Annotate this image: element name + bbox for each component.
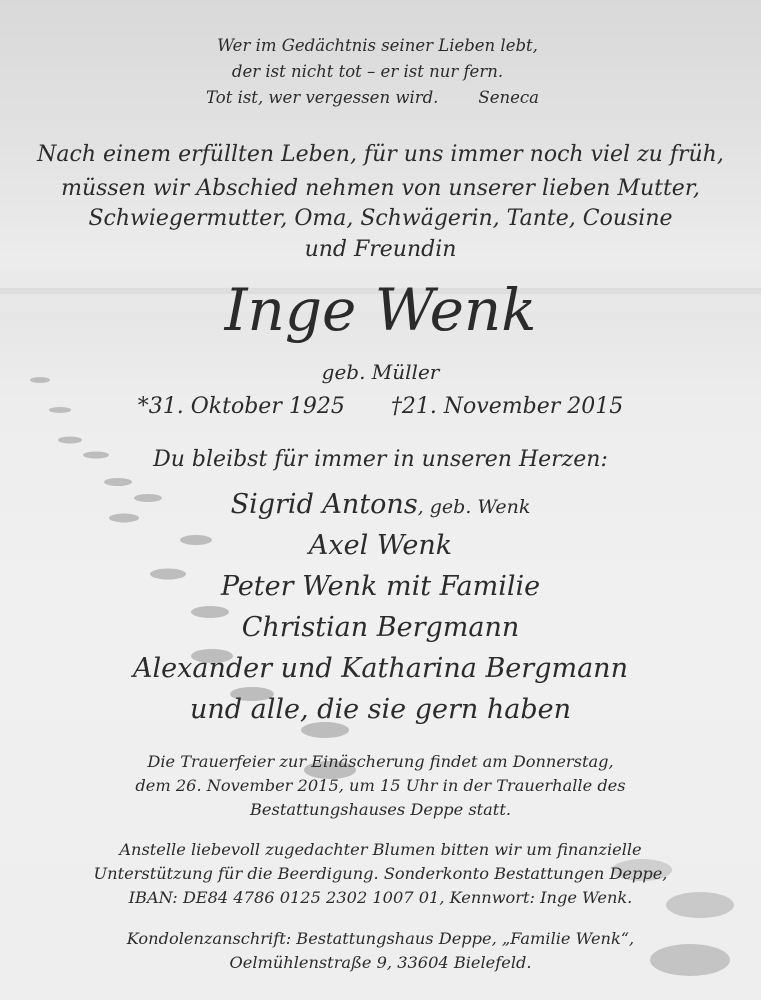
family-member-1-suffix: , geb. Wenk <box>417 496 531 518</box>
quote-text: Tot ist, wer vergessen wird. <box>206 88 439 107</box>
donation-line-3: IBAN: DE84 4786 0125 2302 1007 01, Kennwort: Inge Wenk. <box>128 888 633 907</box>
quote-line-2: der ist nicht tot – er ist nur fern. <box>231 62 504 81</box>
funeral-line-3: Bestattungshauses Deppe statt. <box>250 800 511 819</box>
birth-date: *31. Oktober 1925 <box>137 394 345 419</box>
family-member-2: Axel Wenk <box>308 530 453 561</box>
deceased-name: Inge Wenk <box>224 276 537 344</box>
intro-line-2: müssen wir Abschied nehmen von unserer lieben Mutter, <box>61 176 700 201</box>
intro-line-3: Schwiegermutter, Oma, Schwägerin, Tante, Cousine <box>88 206 673 231</box>
funeral-line-1: Die Trauerfeier zur Einäscherung findet am Donnerstag, <box>147 752 614 771</box>
life-dates <box>0 394 761 419</box>
family-member-3: Peter Wenk mit Familie <box>220 571 541 602</box>
death-date: †21. November 2015 <box>390 394 624 419</box>
family-member-4: Christian Bergmann <box>241 612 520 643</box>
quote-line-1: Wer im Gedächtnis seiner Lieben lebt, <box>217 36 538 55</box>
quote-line-3 <box>0 85 761 111</box>
condolence-line-1: Kondolenzanschrift: Bestattungshaus Deppe, „Familie Wenk“, <box>126 929 635 948</box>
birth-name: geb. Müller <box>321 360 440 384</box>
donation-line-1: Anstelle liebevoll zugedachter Blumen bitten wir um finanzielle <box>119 840 642 859</box>
funeral-line-2: dem 26. November 2015, um 15 Uhr in der Trauerhalle des <box>135 776 626 795</box>
family-member-1 <box>0 484 761 528</box>
intro-line-4: und Freundin <box>304 237 457 262</box>
closing-line: Du bleibst für immer in unseren Herzen: <box>153 447 608 472</box>
family-member-5: Alexander und Katharina Bergmann <box>133 653 628 684</box>
quote-author: Seneca <box>478 88 539 107</box>
condolence-line-2: Oelmühlenstraße 9, 33604 Bielefeld. <box>229 953 532 972</box>
family-member-1-name: Sigrid Antons <box>230 489 418 520</box>
intro-line-1: Nach einem erfüllten Leben, für uns immer noch viel zu früh, <box>37 142 724 167</box>
family-member-6: und alle, die sie gern haben <box>190 694 571 725</box>
donation-line-2: Unterstützung für die Beerdigung. Sonderkonto Bestattungen Deppe, <box>93 864 668 883</box>
